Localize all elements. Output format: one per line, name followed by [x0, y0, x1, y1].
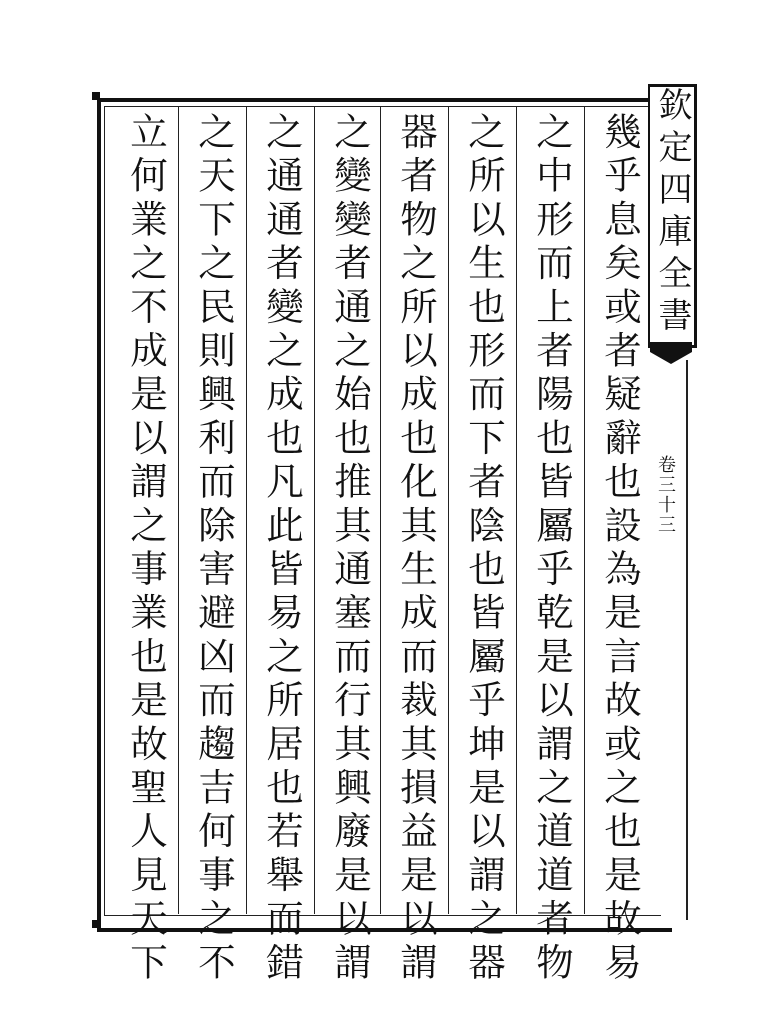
corner-mark — [92, 92, 100, 100]
text-column-1: 幾乎息矣或者疑辭也設為是言故或之也是故易 — [598, 112, 642, 986]
corner-mark — [92, 920, 100, 928]
text-column-2: 之中形而上者陽也皆屬乎乾是以謂之道道者物 — [530, 112, 574, 986]
column-divider — [246, 106, 247, 914]
column-divider — [314, 106, 315, 914]
volume-label: 卷三十三 — [655, 455, 676, 535]
text-column-6: 之通通者變之成也凡此皆易之所居也若舉而錯 — [260, 112, 304, 986]
text-column-3: 之所以生也形而下者陰也皆屬乎坤是以謂之器 — [462, 112, 506, 986]
text-column-7: 之天下之民則興利而除害避凶而趨吉何事之不 — [192, 112, 236, 986]
fishtail-mark-icon — [650, 342, 692, 364]
book-title: 欽定四庫全書 — [648, 84, 697, 348]
column-divider — [178, 106, 179, 914]
column-divider — [584, 106, 585, 914]
column-divider — [448, 106, 449, 914]
text-column-5: 之變變者通之始也推其通塞而行其興廢是以謂 — [328, 112, 372, 986]
margin-rule — [686, 360, 688, 920]
column-divider — [516, 106, 517, 914]
column-divider — [380, 106, 381, 914]
text-column-8: 立何業之不成是以謂之事業也是故聖人見天下 — [124, 112, 168, 986]
text-column-4: 器者物之所以成也化其生成而裁其損益是以謂 — [394, 112, 438, 986]
